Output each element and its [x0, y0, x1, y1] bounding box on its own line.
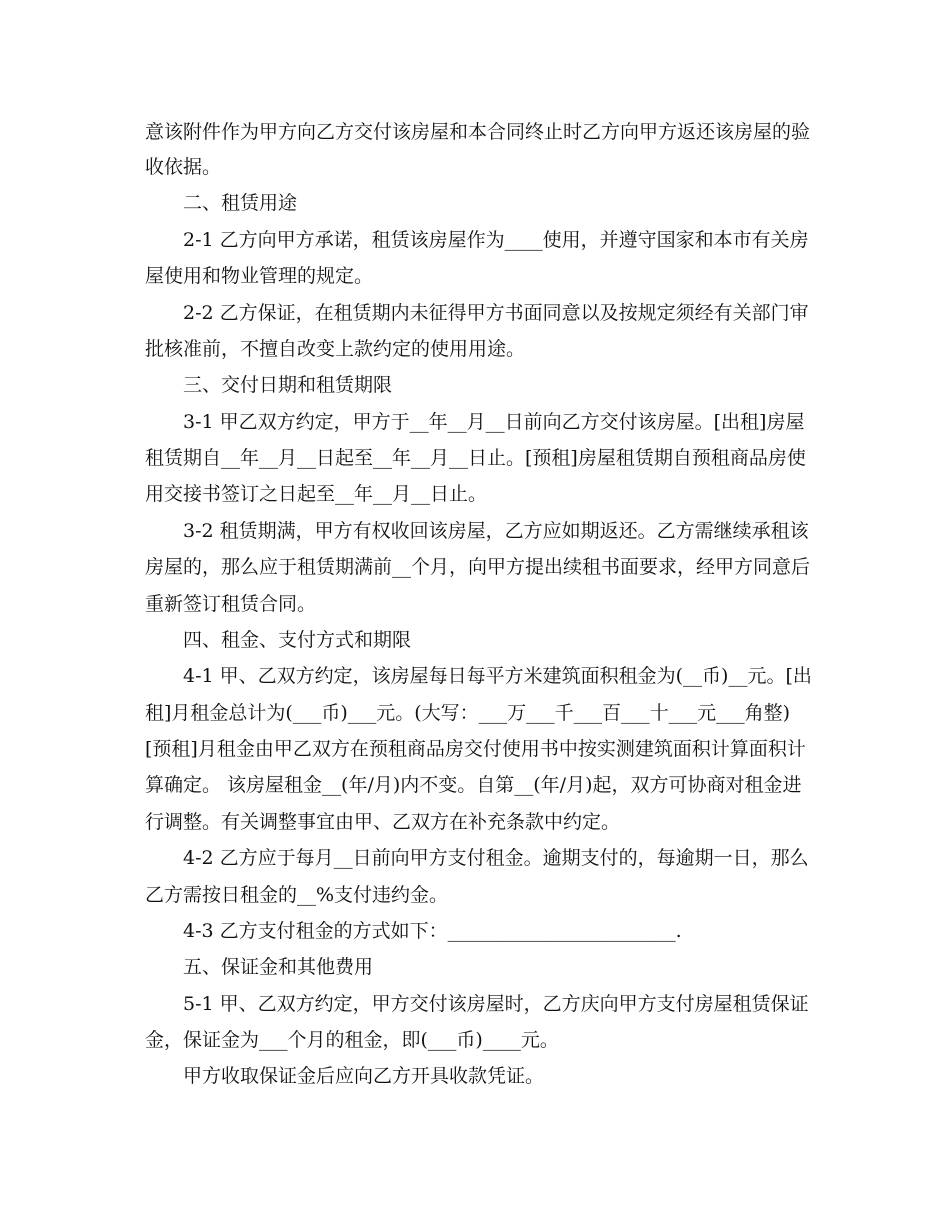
clause-text: 2-2 乙方保证，在租赁期内未征得甲方书面同意以及按规定须经有关部门审 — [183, 302, 809, 324]
clause-text: 3-1 甲乙双方约定，甲方于__年__月__日前向乙方交付该房屋。[出租]房屋 — [183, 411, 805, 433]
clause-text: 甲方收取保证金后应向乙方开具收款凭证。 — [183, 1065, 545, 1087]
clause-text: 4-1 甲、乙双方约定，该房屋每日每平方米建筑面积租金为(__币)__元。[出 — [183, 665, 812, 687]
body-text-line: 意该附件作为甲方向乙方交付该房屋和本合同终止时乙方向甲方返还该房屋的验 — [145, 121, 811, 143]
body-text-line: 批核准前，不擅自改变上款约定的使用用途。 — [145, 338, 526, 360]
section-heading: 二、租赁用途 — [183, 192, 298, 214]
body-text-line: 屋使用和物业管理的规定。 — [145, 265, 374, 287]
clause-text: 5-1 甲、乙双方约定，甲方交付该房屋时，乙方庆向甲方支付房屋租赁保证 — [183, 993, 809, 1015]
body-text-line: [预租]月租金由甲乙双方在预租商品房交付使用书中按实测建筑面积计算面积计 — [145, 738, 806, 760]
body-text-line: 租]月租金总计为(___币)___元。(大写：___万___千___百___十___元___角整) — [145, 702, 791, 724]
clause-text: 2-1 乙方向甲方承诺，租赁该房屋作为____使用，并遵守国家和本市有关房 — [183, 229, 809, 251]
clause-text: 4-2 乙方应于每月__日前向甲方支付租金。逾期支付的，每逾期一日，那么 — [183, 847, 809, 869]
body-text-line: 收依据。 — [145, 156, 222, 178]
body-text-line: 租赁期自__年__月__日起至__年__月__日止。[预租]房屋租赁期自预租商品房使 — [145, 447, 806, 469]
body-text-line: 乙方需按日租金的__%支付违约金。 — [145, 884, 449, 906]
clause-text: 3-2 租赁期满，甲方有权收回该房屋，乙方应如期返还。乙方需继续承租该 — [183, 520, 809, 542]
clause-text: 4-3 乙方支付租金的方式如下：________________________. — [183, 920, 682, 942]
body-text-line: 行调整。有关调整事宜由甲、乙双方在补充条款中约定。 — [145, 811, 621, 833]
section-heading: 三、交付日期和租赁期限 — [183, 374, 393, 396]
body-text-line: 房屋的，那么应于租赁期满前__个月，向甲方提出续租书面要求，经甲方同意后 — [145, 556, 811, 578]
body-text-line: 用交接书签订之日起至__年__月__日止。 — [145, 483, 488, 505]
section-heading: 五、保证金和其他费用 — [183, 956, 374, 978]
body-text-line: 金，保证金为___个月的租金，即(___币)____元。 — [145, 1029, 559, 1051]
body-text-line: 重新签订租赁合同。 — [145, 593, 317, 615]
body-text-line: 算确定。 该房屋租金__(年/月)内不变。自第__(年/月)起，双方可协商对租金进 — [145, 774, 802, 796]
section-heading: 四、租金、支付方式和期限 — [183, 629, 412, 651]
